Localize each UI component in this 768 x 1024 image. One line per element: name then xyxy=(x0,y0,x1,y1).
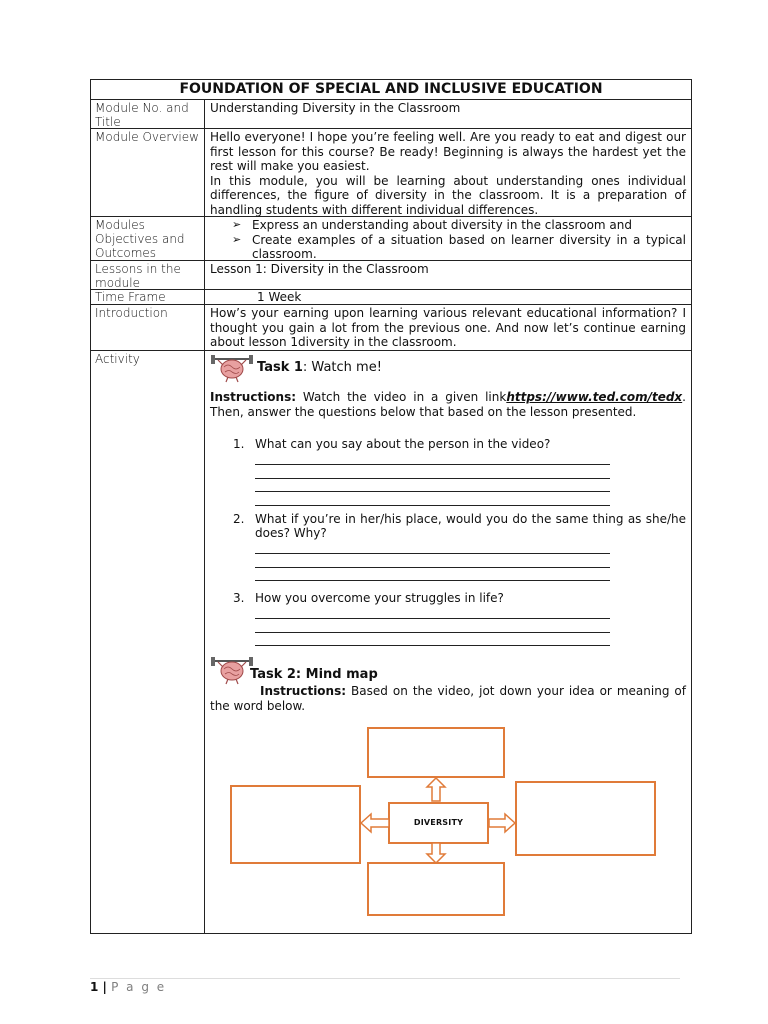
value-introduction: How’s your earning upon learning various relevant educational information? I thought you gain a lot from the previous one. And now let’s continue earning about lesson 1diversity in the classroom. xyxy=(210,306,686,349)
row-objectives xyxy=(91,217,691,261)
task1-instructions xyxy=(210,390,686,419)
mind-map-left-box[interactable] xyxy=(230,785,361,864)
question-text: How you overcome your struggles in life? xyxy=(255,591,504,605)
answer-lines-3[interactable] xyxy=(255,606,686,647)
overview-paragraph-2: In this module, you will be learning about understanding ones individual differences, the figure of diversity in the classroom. It is a preparation of handling students with different individual differences. xyxy=(210,173,686,217)
row-module-no xyxy=(91,100,691,129)
arrow-left-icon xyxy=(360,812,390,834)
value-objectives xyxy=(205,217,691,260)
label-objectives: Modules Objectives and Outcomes xyxy=(91,217,205,260)
mind-map-center: DIVERSITY xyxy=(388,802,489,844)
overview-paragraph-1: Hello everyone! I hope you’re feeling well. Are you ready to eat and digest our first lesson for this course? Be ready! Beginning is always the hardest yet the rest will make you easiest. xyxy=(210,130,686,173)
question-text: What if you’re in her/his place, would you do the same thing as she/he does? Why? xyxy=(255,511,686,540)
mind-map-top-box[interactable] xyxy=(367,727,505,778)
task2-title: Task 2: Mind map xyxy=(250,666,378,682)
arrow-up-icon xyxy=(425,777,447,802)
document-title: FOUNDATION OF SPECIAL AND INCLUSIVE EDUCATION xyxy=(91,80,691,100)
question-1 xyxy=(233,437,686,452)
brain-lifting-icon xyxy=(210,655,254,685)
value-lessons: Lesson 1: Diversity in the Classroom xyxy=(210,262,429,276)
arrow-right-icon xyxy=(488,812,516,834)
label-module-no: Module No. and Title xyxy=(91,100,205,128)
label-lessons: Lessons in the module xyxy=(91,261,205,289)
page-num-value: 1 xyxy=(90,980,99,994)
question-number: 3. xyxy=(233,591,245,605)
question-2 xyxy=(233,512,686,541)
mind-map-bottom-box[interactable] xyxy=(367,862,505,916)
row-activity xyxy=(91,351,691,933)
brain-lifting-icon xyxy=(210,353,254,383)
value-activity xyxy=(205,351,691,933)
task1-instr-label: Instructions: xyxy=(210,390,297,404)
page-number xyxy=(90,980,166,994)
row-time-frame xyxy=(91,290,691,305)
answer-lines-1[interactable] xyxy=(255,452,686,506)
label-introduction: Introduction xyxy=(91,305,205,350)
page-num-separator: | xyxy=(98,980,112,994)
value-time-frame: 1 Week xyxy=(257,290,302,304)
objective-item: ➢ Express an understanding about diversity in the classroom and xyxy=(232,218,686,233)
task2-instr-label: Instructions: xyxy=(260,684,347,698)
question-number: 2. xyxy=(233,511,245,526)
task1-header xyxy=(210,352,686,384)
row-overview xyxy=(91,129,691,217)
task2-instr-text: Based on the video, jot down your idea or meaning of the word below. xyxy=(210,684,686,713)
mind-map-right-box[interactable] xyxy=(515,781,656,856)
page-word: P a g e xyxy=(111,980,167,994)
value-module-no: Understanding Diversity in the Classroom xyxy=(210,101,461,115)
objective-item: ➢ Create examples of a situation based on learner diversity in a typical classroom. xyxy=(232,233,686,262)
label-time-frame: Time Frame xyxy=(91,290,205,304)
label-overview: Module Overview xyxy=(91,129,205,216)
mind-map xyxy=(210,727,686,927)
module-table xyxy=(90,79,692,934)
label-activity: Activity xyxy=(91,351,205,933)
question-text: What can you say about the person in the video? xyxy=(255,437,551,451)
task1-subtitle: : Watch me! xyxy=(302,359,382,375)
task1-instr-post: . Then, answer the questions below that based on the lesson presented. xyxy=(210,390,686,419)
ted-link[interactable]: https://www.ted.com/tedx xyxy=(506,390,683,404)
row-introduction xyxy=(91,305,691,351)
footer-rule xyxy=(90,978,680,979)
task2-instructions xyxy=(210,684,686,713)
question-number: 1. xyxy=(233,437,245,451)
arrow-down-icon xyxy=(425,842,447,864)
answer-lines-2[interactable] xyxy=(255,541,686,582)
task1-instr-pre: Watch the video in a given link xyxy=(296,390,507,404)
question-3 xyxy=(233,591,686,606)
task2-header xyxy=(210,654,686,686)
value-overview xyxy=(205,129,691,216)
row-lessons xyxy=(91,261,691,290)
task1-title: Task 1 xyxy=(257,359,303,375)
